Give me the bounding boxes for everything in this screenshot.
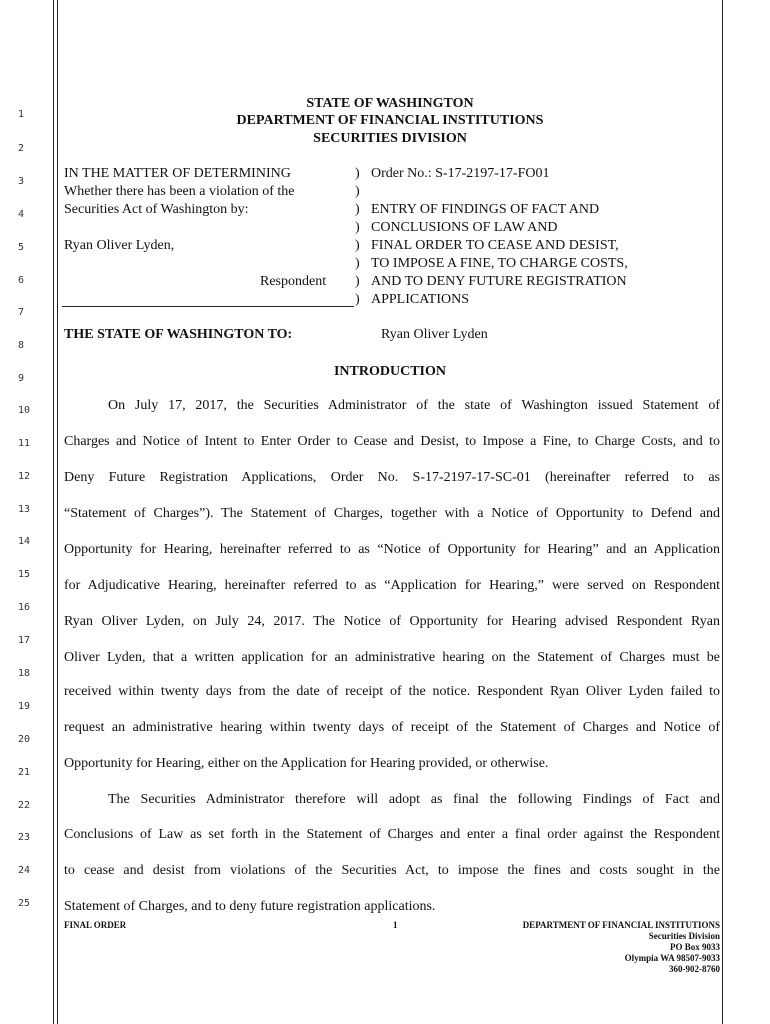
caption-paren: ) [355, 256, 360, 271]
caption-matter: IN THE MATTER OF DETERMINING [64, 166, 291, 181]
line-number: 11 [18, 438, 31, 449]
page-number: 1 [393, 920, 398, 930]
body-line: On July 17, 2017, the Securities Administrator of the state of Washington issued Statement of [108, 398, 720, 413]
caption-paren: ) [355, 184, 360, 199]
body-line: Ryan Oliver Lyden, on July 24, 2017. The Notice of Opportunity for Hearing advised Respondent Ryan [64, 614, 720, 629]
line-number: 12 [18, 471, 31, 482]
line-number: 2 [18, 143, 25, 154]
caption-paren: ) [355, 292, 360, 307]
line-number: 17 [18, 635, 31, 646]
body-line: Charges and Notice of Intent to Enter Order to Cease and Desist, to Impose a Fine, to Charge Costs, and to [64, 434, 720, 449]
footer-city: Olympia WA 98507-9033 [624, 953, 720, 963]
line-number: 24 [18, 865, 31, 876]
footer-po-box: PO Box 9033 [669, 942, 720, 952]
line-number: 5 [18, 242, 25, 253]
body-line: to cease and desist from violations of the Securities Act, to impose the fines and costs sought in the [64, 863, 720, 878]
line-number: 15 [18, 569, 31, 580]
line-number: 25 [18, 898, 31, 909]
body-line: “Statement of Charges”). The Statement of Charges, together with a Notice of Opportunity to Defend and [64, 506, 720, 521]
line-number: 4 [18, 209, 25, 220]
footer-title: FINAL ORDER [64, 920, 127, 930]
body-line: Opportunity for Hearing, either on the Application for Hearing provided, or otherwise. [64, 756, 549, 771]
line-number: 19 [18, 701, 31, 712]
body-line: request an administrative hearing within twenty days of receipt of the Statement of Charges and Notice of [64, 720, 720, 735]
line-number: 9 [18, 373, 25, 384]
body-line: Oliver Lyden, that a written application for an administrative hearing on the Statement of Charges must be [64, 650, 720, 665]
footer-phone: 360-902-8760 [669, 964, 720, 974]
caption-paren: ) [355, 202, 360, 217]
order-title-line: AND TO DENY FUTURE REGISTRATION [371, 274, 627, 289]
footer-address [523, 920, 720, 975]
body-line: Statement of Charges, and to deny future registration applications. [64, 899, 436, 914]
body-line: Opportunity for Hearing, hereinafter referred to as “Notice of Opportunity for Hearing” and an Application [64, 542, 720, 557]
introduction-heading: INTRODUCTION [333, 364, 446, 379]
caption-underline [62, 306, 354, 307]
right-margin-rule [722, 0, 723, 1024]
line-number: 22 [18, 800, 31, 811]
caption-whether: Whether there has been a violation of the [64, 184, 295, 199]
caption-act: Securities Act of Washington by: [64, 202, 249, 217]
addressee-name: Ryan Oliver Lyden [381, 327, 488, 342]
caption-paren: ) [355, 274, 360, 289]
order-title-line: ENTRY OF FINDINGS OF FACT AND [371, 202, 600, 217]
caption-paren: ) [355, 166, 360, 181]
line-number: 6 [18, 275, 25, 286]
line-number: 7 [18, 307, 25, 318]
line-number: 23 [18, 832, 31, 843]
caption-paren: ) [355, 238, 360, 253]
caption-paren: ) [355, 220, 360, 235]
line-number: 14 [18, 536, 31, 547]
line-number: 16 [18, 602, 31, 613]
order-number: Order No.: S-17-2197-17-FO01 [371, 166, 550, 181]
order-title-line: TO IMPOSE A FINE, TO CHARGE COSTS, [371, 256, 628, 271]
caption-respondent-name: Ryan Oliver Lyden, [64, 238, 175, 253]
line-number: 8 [18, 340, 25, 351]
order-title-line: FINAL ORDER TO CEASE AND DESIST, [371, 238, 619, 253]
line-number: 1 [18, 109, 25, 120]
header-division: SECURITIES DIVISION [313, 131, 467, 146]
footer-department: DEPARTMENT OF FINANCIAL INSTITUTIONS [522, 920, 720, 930]
addressee-label: THE STATE OF WASHINGTON TO: [64, 327, 293, 342]
line-number: 10 [18, 405, 31, 416]
body-line: The Securities Administrator therefore will adopt as final the following Findings of Fact and [108, 792, 720, 807]
body-line: received within twenty days from the date of receipt of the notice. Respondent Ryan Oliver Lyden failed to [64, 684, 720, 699]
line-number: 3 [18, 176, 25, 187]
line-number: 18 [18, 668, 31, 679]
line-number: 21 [18, 767, 31, 778]
order-title-line: APPLICATIONS [371, 292, 470, 307]
order-title-line: CONCLUSIONS OF LAW AND [371, 220, 558, 235]
line-number: 13 [18, 504, 31, 515]
body-line: for Adjudicative Hearing, hereinafter referred to as “Application for Hearing,” were served on Respondent [64, 578, 720, 593]
line-number: 20 [18, 734, 31, 745]
caption-respondent-label: Respondent [260, 274, 327, 289]
body-line: Conclusions of Law as set forth in the Statement of Charges and enter a final order against the Respondent [64, 827, 720, 842]
footer-division: Securities Division [648, 931, 720, 941]
header-department: DEPARTMENT OF FINANCIAL INSTITUTIONS [236, 113, 544, 128]
header-state: STATE OF WASHINGTON [306, 96, 474, 111]
body-line: Deny Future Registration Applications, Order No. S-17-2197-17-SC-01 (hereinafter referred to as [64, 470, 720, 485]
